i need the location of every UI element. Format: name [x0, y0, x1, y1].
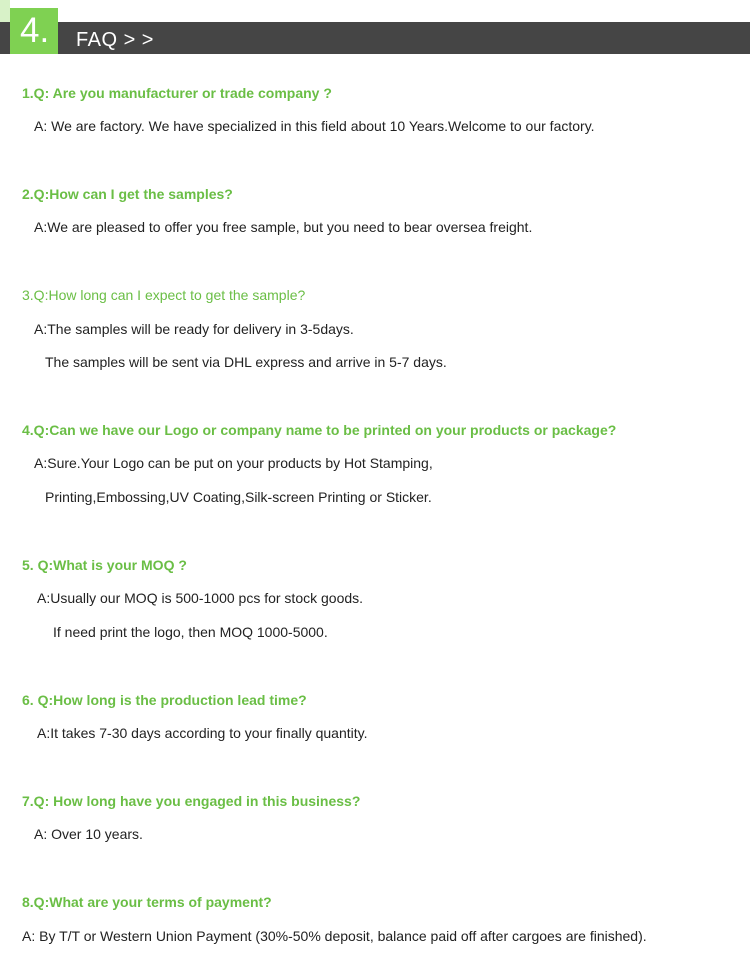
- faq-answer: A: We are factory. We have specialized in this field about 10 Years.Welcome to our factory.: [34, 118, 595, 134]
- section-header: [0, 0, 750, 56]
- faq-question: 5. Q:What is your MOQ ?: [22, 557, 187, 573]
- faq-question: 2.Q:How can I get the samples?: [22, 186, 233, 202]
- section-title: FAQ > >: [76, 29, 154, 51]
- faq-answer: A:We are pleased to offer you free sample, but you need to bear oversea freight.: [34, 219, 533, 235]
- faq-question: 3.Q:How long can I expect to get the sample?: [22, 287, 306, 303]
- faq-answer: A:It takes 7-30 days according to your finally quantity.: [37, 725, 368, 741]
- faq-question: 4.Q:Can we have our Logo or company name to be printed on your products or package?: [22, 422, 617, 438]
- faq-question: 6. Q:How long is the production lead time?: [22, 692, 307, 708]
- faq-answer-continued: Printing,Embossing,UV Coating,Silk-screen Printing or Sticker.: [45, 489, 432, 505]
- faq-answer: A:The samples will be ready for delivery in 3-5days.: [34, 321, 354, 337]
- faq-question: 8.Q:What are your terms of payment?: [22, 894, 272, 910]
- faq-answer: A: By T/T or Western Union Payment (30%-50% deposit, balance paid off after cargoes are finished).: [22, 928, 647, 944]
- faq-question: 1.Q: Are you manufacturer or trade company ?: [22, 85, 332, 101]
- faq-question: 7.Q: How long have you engaged in this business?: [22, 793, 361, 809]
- faq-answer: A:Usually our MOQ is 500-1000 pcs for stock goods.: [37, 590, 364, 606]
- section-number: 4.: [10, 8, 58, 54]
- faq-answer: A: Over 10 years.: [34, 826, 143, 842]
- faq-answer: A:Sure.Your Logo can be put on your products by Hot Stamping,: [34, 455, 433, 471]
- faq-answer-continued: If need print the logo, then MOQ 1000-5000.: [53, 624, 328, 640]
- faq-answer-continued: The samples will be sent via DHL express and arrive in 5-7 days.: [45, 354, 447, 370]
